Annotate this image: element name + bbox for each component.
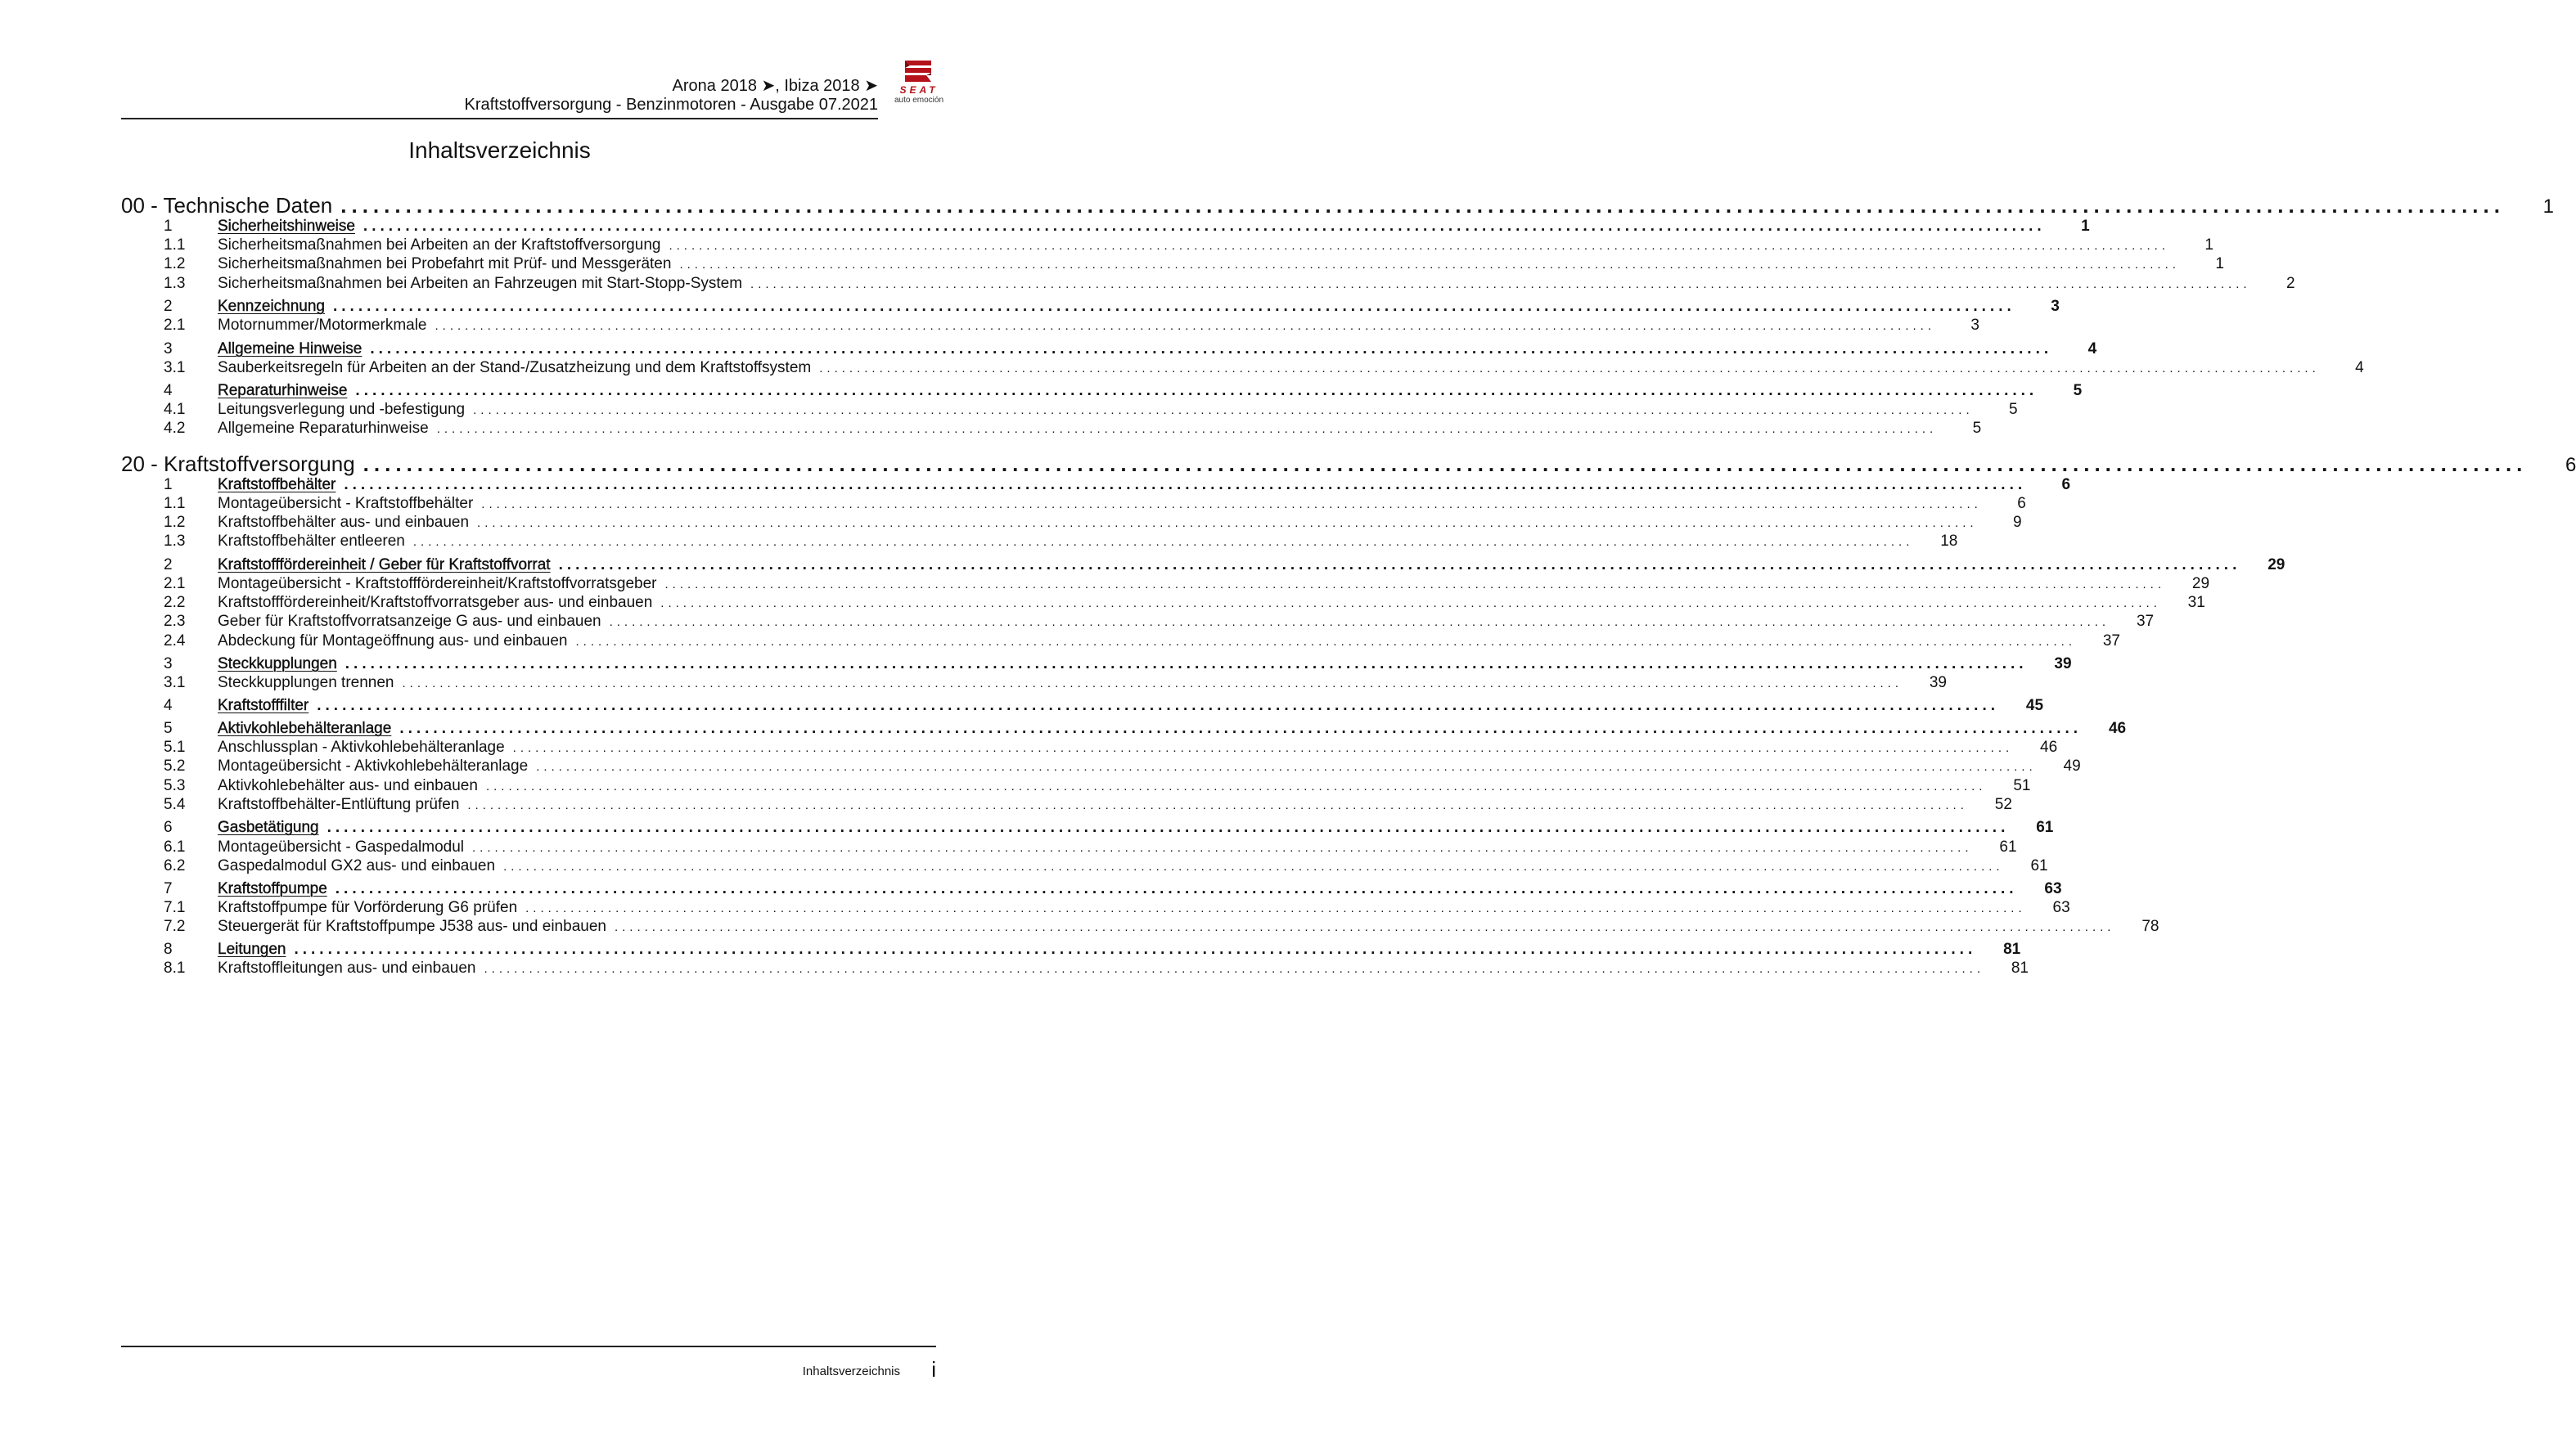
toc-entry-number: 4 [164,697,173,714]
toc-section-row[interactable] [121,697,2044,715]
toc-section-row[interactable] [121,382,2083,400]
toc-entry-title: Allgemeine Reparaturhinweise [218,420,429,437]
toc-entry-title: Montageübersicht - Aktivkohlebehälteranlage [218,757,529,775]
toc-entry-title: Kraftstoffbehälter entleeren [218,533,405,550]
toc-sub-row[interactable] [121,838,2017,856]
toc-page-number: 52 [1994,796,2012,813]
footer-section-label: Inhaltsverzeichnis [802,1364,900,1378]
toc-entry-number: 4 [164,382,173,399]
toc-page-number: 6 [2061,476,2071,493]
seat-logo [886,59,952,108]
toc-entry-number: 4.2 [164,420,186,437]
toc-page-number: 29 [2191,575,2210,592]
toc-dot-leader: ........................................................................................................................................................................................................ [335,880,2018,897]
toc-page-number: 5 [1972,420,1982,437]
toc-entry-title: Sicherheitsmaßnahmen bei Arbeiten an der Kraftstoffversorgung [218,236,661,254]
page-header [121,69,878,119]
toc-entry-title: Aktivkohlebehälter aus- und einbauen [218,777,478,794]
toc-page-number: 45 [2025,697,2044,714]
toc-entry-number: 2 [164,298,173,315]
toc-dot-leader: ........................................................................................................................................................................................................ [327,819,2010,836]
toc-page-number: 6 [2565,454,2576,476]
toc-page-number: 4 [2087,340,2097,357]
toc-section-row[interactable] [121,655,2072,673]
toc-entry-title: Montageübersicht - Kraftstofffördereinheit/Kraftstoffvorratsgeber [218,575,657,592]
toc-entry-number: 1 [164,476,173,493]
toc-dot-leader: ........................................................................................................................................................................................................ [363,452,2528,476]
toc-entry-number: 1.2 [164,514,186,531]
toc-sub-row[interactable] [121,918,2159,936]
toc-sub-row[interactable] [121,594,2205,612]
toc-entry-number: 2.2 [164,594,186,611]
toc-entry-title: Montageübersicht - Kraftstoffbehälter [218,495,474,512]
toc-entry-title: Kraftstofffilter [218,697,309,714]
toc-dot-leader: ........................................................................................................................................................................................................ [317,697,2000,714]
toc-entry-number: 3 [164,340,173,357]
toc-page-number: 1 [2204,236,2213,254]
toc-entry-title: Kraftstoffpumpe für Vorförderung G6 prüfen [218,899,518,916]
toc-entry-title: Sicherheitsmaßnahmen bei Probefahrt mit Prüf- und Messgeräten [218,255,672,272]
toc-entry-title: Sicherheitsmaßnahmen bei Arbeiten an Fahrzeugen mit Start-Stopp-System [218,275,743,292]
toc-entry-title: Kraftstoffbehälter-Entlüftung prüfen [218,796,460,813]
toc-page-number: 4 [2355,359,2364,376]
toc-entry-number: 3 [164,655,173,672]
toc-entry-title: Kraftstoffbehälter [218,476,336,493]
toc-entry-title: Kraftstofffördereinheit / Geber für Kraftstoffvorrat [218,556,551,573]
toc-dot-leader: ........................................................................................................................................................................................................ [333,298,2015,315]
toc-entry-number: 6 [164,819,173,836]
toc-entry-title: Kraftstofffördereinheit/Kraftstoffvorratsgeber aus- und einbauen [218,594,653,611]
header-vehicle-models: Arona 2018 ➤, Ibiza 2018 ➤ [672,77,878,95]
toc-entry-number: 2 [164,556,173,573]
toc-page-number: 61 [2036,819,2054,836]
toc-entry-title: Leitungsverlegung und -befestigung [218,401,466,418]
toc-page-number: 63 [2052,899,2070,916]
toc-section-row[interactable] [121,340,2097,358]
toc-page-number: 3 [2051,298,2060,315]
toc-dot-leader: ........................................................................................................................................................................................................ [664,578,2166,591]
toc-entry-title: Sicherheitshinweise [218,218,355,235]
toc-chapter-row[interactable] [121,193,2554,218]
toc-entry-number: 3.1 [164,674,186,691]
toc-entry-number: 1.3 [164,533,186,550]
toc-page-number: 37 [2102,632,2120,650]
toc-dot-leader: ........................................................................................................................................................................................................ [536,760,2037,774]
toc-page-number: 2 [2286,275,2295,292]
toc-dot-leader: ........................................................................................................................................................................................................ [402,677,1903,690]
toc-page-number: 37 [2136,613,2155,630]
toc-section-row[interactable] [121,880,2062,898]
toc-sub-row[interactable] [121,674,1947,692]
toc-sub-row[interactable] [121,275,2295,293]
toc-dot-leader: ........................................................................................................................................................................................................ [294,941,1977,958]
toc-dot-leader: ........................................................................................................................................................................................................ [679,258,2180,272]
toc-page-number: 1 [2215,255,2224,272]
toc-entry-number: 6.1 [164,838,186,856]
toc-entry-title: Sauberkeitsregeln für Arbeiten an der Stand-/Zusatzheizung und dem Kraftstoffsystem [218,359,812,376]
seat-logo-icon [902,59,934,83]
toc-entry-number: 00 - Technische Daten [121,193,333,218]
toc-section-row[interactable] [121,218,2090,236]
toc-sub-row[interactable] [121,632,2120,650]
toc-entry-title: Reparaturhinweise [218,382,348,399]
toc-dot-leader: ........................................................................................................................................................................................................ [575,635,2076,649]
page-footer [121,1346,936,1382]
toc-page-number: 6 [2017,495,2026,512]
toc-entry-number: 5.3 [164,777,186,794]
toc-sub-row[interactable] [121,757,2081,775]
toc-dot-leader: ........................................................................................................................................................................................................ [467,798,1968,812]
toc-dot-leader: ........................................................................................................................................................................................................ [363,218,2046,235]
toc-entry-number: 1.1 [164,236,186,254]
toc-dot-leader: ........................................................................................................................................................................................................ [503,860,2004,874]
toc-section-row[interactable] [121,298,2060,316]
toc-section-row[interactable] [121,556,2286,574]
toc-page-number: 49 [2063,757,2081,775]
toc-page-number: 39 [2054,655,2072,672]
toc-entry-number: 4.1 [164,401,186,418]
toc-entry-title: Leitungen [218,941,286,958]
toc-entry-title: Kraftstoffleitungen aus- und einbauen [218,960,476,977]
toc-page-number: 5 [2073,382,2083,399]
toc-page-number: 81 [2011,960,2029,977]
toc-sub-row[interactable] [121,255,2224,273]
toc-entry-title: Geber für Kraftstoffvorratsanzeige G aus- und einbauen [218,613,601,630]
toc-page-number: 29 [2268,556,2286,573]
toc-sub-row[interactable] [121,796,2012,814]
toc-sub-row[interactable] [121,420,1982,438]
header-manual-subtitle: Kraftstoffversorgung - Benzinmotoren - Ausgabe 07.2021 [464,96,878,114]
toc-dot-leader: ........................................................................................................................................................................................................ [481,497,1982,511]
toc-dot-leader: ........................................................................................................................................................................................................ [660,596,2161,610]
toc-chapter-row[interactable] [121,452,2576,477]
toc-sub-row[interactable] [121,495,2026,513]
toc-entry-title: Abdeckung für Montageöffnung aus- und einbauen [218,632,568,650]
toc-sub-row[interactable] [121,739,2058,757]
toc-entry-number: 5.1 [164,739,186,756]
toc-page-number: 1 [2542,196,2554,218]
toc-entry-title: Gasbetätigung [218,819,319,836]
toc-sub-row[interactable] [121,777,2031,795]
toc-page-number: 9 [2012,514,2022,531]
toc-dot-leader: ........................................................................................................................................................................................................ [614,920,2115,934]
toc-entry-number: 1.2 [164,255,186,272]
toc-dot-leader: ........................................................................................................................................................................................................ [355,382,2038,399]
toc-sub-row[interactable] [121,857,2048,875]
toc-page-number: 78 [2141,918,2159,935]
toc-page-number: 81 [2003,941,2021,958]
toc-page-number: 61 [1999,838,2017,856]
toc-entry-number: 8.1 [164,960,186,977]
toc-sub-row[interactable] [121,575,2210,593]
toc-dot-leader: ........................................................................................................................................................................................................ [472,841,1973,855]
toc-dot-leader: ........................................................................................................................................................................................................ [370,340,2053,357]
toc-entry-number: 1.3 [164,275,186,292]
toc-page-number: 3 [1970,317,1979,334]
toc-sub-row[interactable] [121,401,2018,419]
toc-sub-row[interactable] [121,236,2213,254]
logo-tagline: auto emoción [894,96,944,105]
logo-wordmark: SEAT [899,84,939,96]
toc-entry-title: Steckkupplungen trennen [218,674,394,691]
toc-dot-leader: ........................................................................................................................................................................................................ [340,193,2505,218]
toc-entry-number: 7 [164,880,173,897]
toc-page-number: 46 [2040,739,2058,756]
toc-dot-leader: ........................................................................................................................................................................................................ [525,901,2026,915]
toc-dot-leader: ........................................................................................................................................................................................................ [512,741,2014,755]
toc-dot-leader: ........................................................................................................................................................................................................ [345,655,2028,672]
toc-sub-row[interactable] [121,317,1979,335]
toc-dot-leader: ........................................................................................................................................................................................................ [558,556,2241,573]
toc-dot-leader: ........................................................................................................................................................................................................ [436,422,1938,436]
toc-sub-row[interactable] [121,533,1958,551]
toc-dot-leader: ........................................................................................................................................................................................................ [477,516,1978,530]
toc-page-number: 5 [2009,401,2018,418]
toc-section-row[interactable] [121,941,2021,959]
toc-page-number: 39 [1929,674,1947,691]
toc-sub-row[interactable] [121,613,2155,631]
toc-entry-number: 5.4 [164,796,186,813]
toc-dot-leader: ........................................................................................................................................................................................................ [669,239,2169,253]
toc-entry-title: Allgemeine Hinweise [218,340,363,357]
toc-page-number: 63 [2044,880,2062,897]
toc-dot-leader: ........................................................................................................................................................................................................ [609,615,2110,629]
toc-entry-title: Steckkupplungen [218,655,337,672]
toc-entry-title: Kraftstoffpumpe [218,880,327,897]
toc-sub-row[interactable] [121,359,2364,377]
toc-section-row[interactable] [121,819,2054,837]
toc-dot-leader: ........................................................................................................................................................................................................ [473,403,1974,417]
toc-page-number: 18 [1940,533,1958,550]
toc-entry-number: 20 - Kraftstoffversorgung [121,452,355,476]
toc-dot-leader: ........................................................................................................................................................................................................ [344,476,2027,493]
page-title: Inhaltsverzeichnis [408,137,591,163]
toc-sub-row[interactable] [121,514,2022,532]
toc-page-number: 46 [2108,720,2127,737]
toc-entry-title: Montageübersicht - Gaspedalmodul [218,838,465,856]
toc-dot-leader: ........................................................................................................................................................................................................ [750,277,2251,291]
toc-page-number: 51 [2013,777,2031,794]
toc-entry-title: Aktivkohlebehälteranlage [218,720,392,737]
toc-section-row[interactable] [121,720,2127,738]
toc-entry-number: 1.1 [164,495,186,512]
toc-entry-title: Motornummer/Motormerkmale [218,317,427,334]
toc-dot-leader: ........................................................................................................................................................................................................ [435,319,1935,333]
toc-entry-number: 6.2 [164,857,186,874]
toc-dot-leader: ........................................................................................................................................................................................................ [399,720,2083,737]
toc-page-number: 31 [2187,594,2205,611]
toc-entry-title: Kennzeichnung [218,298,325,315]
toc-entry-number: 5 [164,720,173,737]
toc-page-number: 1 [2081,218,2090,235]
toc-entry-title: Steuergerät für Kraftstoffpumpe J538 aus- und einbauen [218,918,606,935]
toc-sub-row[interactable] [121,960,2029,978]
toc-dot-leader: ........................................................................................................................................................................................................ [819,362,2320,375]
toc-entry-number: 1 [164,218,173,235]
toc-entry-number: 7.1 [164,899,186,916]
toc-entry-number: 8 [164,941,173,958]
toc-dot-leader: ........................................................................................................................................................................................................ [412,535,1914,549]
toc-section-row[interactable] [121,476,2071,494]
toc-entry-number: 2.3 [164,613,186,630]
toc-entry-title: Kraftstoffbehälter aus- und einbauen [218,514,470,531]
toc-page-number: 61 [2030,857,2048,874]
toc-entry-number: 5.2 [164,757,186,775]
toc-entry-number: 2.4 [164,632,186,650]
toc-entry-number: 2.1 [164,575,186,592]
toc-entry-number: 2.1 [164,317,186,334]
toc-dot-leader: ........................................................................................................................................................................................................ [485,780,1987,793]
toc-sub-row[interactable] [121,899,2070,917]
toc-entry-title: Gaspedalmodul GX2 aus- und einbauen [218,857,496,874]
footer-page-number: i [931,1357,936,1382]
toc-entry-title: Anschlussplan - Aktivkohlebehälteranlage [218,739,505,756]
toc-entry-number: 7.2 [164,918,186,935]
toc-entry-number: 3.1 [164,359,186,376]
toc-dot-leader: ........................................................................................................................................................................................................ [484,962,1984,976]
